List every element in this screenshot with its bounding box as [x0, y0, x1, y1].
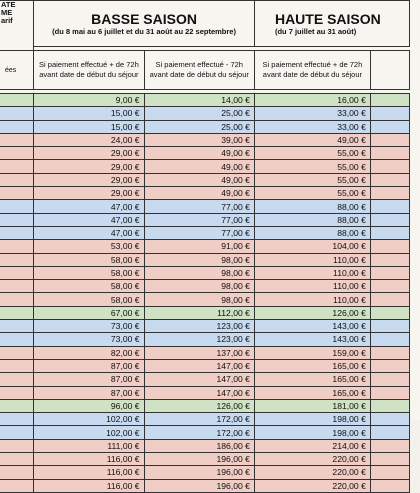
basse-minus72-price: 196,00 €	[144, 479, 254, 492]
basse-saison-title: BASSE SAISON	[91, 10, 197, 27]
row-label-cell	[0, 266, 34, 279]
basse-minus72-price: 98,00 €	[144, 293, 254, 306]
row-label-cell	[0, 133, 34, 146]
row-label-cell	[0, 479, 34, 492]
basse-minus72-price: 98,00 €	[144, 266, 254, 279]
basse-minus72-price: 172,00 €	[144, 426, 254, 439]
haute-plus72-header: Si paiement effectué + de 72h avant date de début du séjour	[254, 51, 370, 90]
basse-plus72-price: 116,00 €	[34, 453, 144, 466]
haute-plus72-price: 110,00 €	[254, 293, 370, 306]
haute-minus72-price	[370, 280, 409, 293]
table-row	[0, 346, 410, 359]
haute-plus72-price: 220,00 €	[254, 479, 370, 492]
table-row	[0, 413, 410, 426]
basse-minus72-price: 112,00 €	[144, 306, 254, 319]
table-row	[0, 453, 410, 466]
haute-plus72-price: 143,00 €	[254, 333, 370, 346]
table-row	[0, 173, 410, 186]
basse-minus72-price: 196,00 €	[144, 453, 254, 466]
row-label-cell	[0, 306, 34, 319]
table-row	[0, 133, 410, 146]
row-label-cell	[0, 359, 34, 372]
haute-minus72-price	[370, 173, 409, 186]
haute-plus72-price: 181,00 €	[254, 399, 370, 412]
table-row	[0, 107, 410, 120]
haute-plus72-price: 110,00 €	[254, 253, 370, 266]
basse-minus72-price: 49,00 €	[144, 147, 254, 160]
table-row	[0, 160, 410, 173]
row-label-cell	[0, 240, 34, 253]
haute-minus72-price	[370, 226, 409, 239]
haute-minus72-price	[370, 120, 409, 133]
basse-plus72-price: 67,00 €	[34, 306, 144, 319]
row-label-cell	[0, 200, 34, 213]
row-label-cell	[0, 346, 34, 359]
basse-plus72-price: 102,00 €	[34, 426, 144, 439]
haute-plus72-price: 55,00 €	[254, 173, 370, 186]
haute-minus72-price	[370, 266, 409, 279]
basse-plus72-price: 47,00 €	[34, 213, 144, 226]
table-row	[0, 94, 410, 107]
column-header-row	[0, 51, 410, 90]
table-row	[0, 240, 410, 253]
haute-plus72-price: 165,00 €	[254, 373, 370, 386]
haute-plus72-price: 88,00 €	[254, 200, 370, 213]
basse-minus72-price: 49,00 €	[144, 160, 254, 173]
basse-minus72-price: 172,00 €	[144, 413, 254, 426]
haute-plus72-price: 16,00 €	[254, 94, 370, 107]
haute-minus72-price	[370, 213, 409, 226]
row-label-cell	[0, 373, 34, 386]
left-header-line: ME	[1, 8, 13, 17]
basse-minus72-header: Si paiement effectué - 72h avant date de début du séjour	[144, 51, 254, 90]
row-label-cell	[0, 413, 34, 426]
haute-minus72-price	[370, 187, 409, 200]
haute-minus72-price	[370, 160, 409, 173]
basse-plus72-header: Si paiement effectué + de 72h avant date de début du séjour	[34, 51, 144, 90]
row-label-cell	[0, 426, 34, 439]
haute-minus72-price	[370, 306, 409, 319]
basse-plus72-price: 58,00 €	[34, 280, 144, 293]
haute-minus72-header	[370, 51, 409, 90]
row-label-cell	[0, 94, 34, 107]
left-header-cell	[0, 1, 34, 51]
basse-minus72-price: 77,00 €	[144, 200, 254, 213]
table-row	[0, 187, 410, 200]
haute-saison-dates: (du 7 juillet au 31 août)	[274, 26, 357, 36]
basse-plus72-price: 87,00 €	[34, 373, 144, 386]
haute-minus72-price	[370, 253, 409, 266]
row-label-cell	[0, 293, 34, 306]
haute-plus72-price: 198,00 €	[254, 426, 370, 439]
row-label-cell	[0, 439, 34, 452]
haute-minus72-price	[370, 399, 409, 412]
row-label-cell	[0, 160, 34, 173]
table-row	[0, 226, 410, 239]
haute-minus72-price	[370, 240, 409, 253]
haute-minus72-price	[370, 466, 409, 479]
table-row	[0, 426, 410, 439]
basse-plus72-price: 29,00 €	[34, 187, 144, 200]
table-row	[0, 373, 410, 386]
basse-saison-header	[34, 1, 255, 47]
left-header-line: arif	[1, 16, 13, 25]
basse-plus72-price: 29,00 €	[34, 147, 144, 160]
basse-minus72-price: 186,00 €	[144, 439, 254, 452]
haute-plus72-price: 165,00 €	[254, 386, 370, 399]
basse-minus72-price: 98,00 €	[144, 253, 254, 266]
row-label-cell	[0, 147, 34, 160]
row-label-cell	[0, 399, 34, 412]
table-row	[0, 147, 410, 160]
table-row	[0, 479, 410, 492]
haute-minus72-price	[370, 107, 409, 120]
table-row	[0, 200, 410, 213]
basse-plus72-price: 24,00 €	[34, 133, 144, 146]
haute-plus72-price: 49,00 €	[254, 133, 370, 146]
basse-plus72-price: 87,00 €	[34, 386, 144, 399]
table-row	[0, 253, 410, 266]
basse-minus72-price: 25,00 €	[144, 107, 254, 120]
row-label-cell	[0, 173, 34, 186]
tariff-table-body	[0, 1, 410, 493]
basse-minus72-price: 77,00 €	[144, 226, 254, 239]
basse-plus72-price: 116,00 €	[34, 479, 144, 492]
haute-saison-header	[254, 1, 409, 47]
season-header-row	[0, 1, 410, 47]
haute-plus72-price: 159,00 €	[254, 346, 370, 359]
basse-plus72-price: 15,00 €	[34, 120, 144, 133]
haute-minus72-price	[370, 373, 409, 386]
basse-minus72-price: 123,00 €	[144, 333, 254, 346]
basse-plus72-price: 116,00 €	[34, 466, 144, 479]
row-label-cell	[0, 253, 34, 266]
haute-plus72-price: 88,00 €	[254, 226, 370, 239]
basse-minus72-price: 14,00 €	[144, 94, 254, 107]
basse-plus72-price: 96,00 €	[34, 399, 144, 412]
haute-plus72-price: 88,00 €	[254, 213, 370, 226]
haute-minus72-price	[370, 320, 409, 333]
basse-minus72-price: 137,00 €	[144, 346, 254, 359]
haute-minus72-price	[370, 346, 409, 359]
haute-minus72-price	[370, 147, 409, 160]
basse-plus72-price: 47,00 €	[34, 226, 144, 239]
haute-plus72-price: 110,00 €	[254, 280, 370, 293]
table-row	[0, 213, 410, 226]
table-row	[0, 466, 410, 479]
haute-plus72-price: 33,00 €	[254, 107, 370, 120]
basse-minus72-price: 98,00 €	[144, 280, 254, 293]
basse-minus72-price: 196,00 €	[144, 466, 254, 479]
haute-plus72-price: 198,00 €	[254, 413, 370, 426]
row-label-cell	[0, 226, 34, 239]
table-row	[0, 306, 410, 319]
basse-minus72-price: 25,00 €	[144, 120, 254, 133]
haute-minus72-price	[370, 333, 409, 346]
haute-minus72-price	[370, 293, 409, 306]
haute-plus72-price: 55,00 €	[254, 147, 370, 160]
basse-plus72-price: 102,00 €	[34, 413, 144, 426]
basse-minus72-price: 49,00 €	[144, 173, 254, 186]
haute-minus72-price	[370, 359, 409, 372]
basse-plus72-price: 73,00 €	[34, 320, 144, 333]
basse-saison-dates: (du 8 mai au 6 juillet et du 31 août au 22 septembre)	[52, 26, 236, 36]
basse-minus72-price: 77,00 €	[144, 213, 254, 226]
table-row	[0, 120, 410, 133]
basse-plus72-price: 9,00 €	[34, 94, 144, 107]
haute-plus72-price: 55,00 €	[254, 187, 370, 200]
haute-plus72-price: 220,00 €	[254, 466, 370, 479]
haute-minus72-price	[370, 413, 409, 426]
haute-plus72-price: 143,00 €	[254, 320, 370, 333]
haute-plus72-price: 214,00 €	[254, 439, 370, 452]
left-header-line: ATE	[1, 0, 16, 9]
haute-minus72-price	[370, 426, 409, 439]
table-row	[0, 333, 410, 346]
table-row	[0, 266, 410, 279]
row-label-cell	[0, 453, 34, 466]
basse-plus72-price: 47,00 €	[34, 200, 144, 213]
row-label-cell	[0, 107, 34, 120]
table-row	[0, 320, 410, 333]
haute-minus72-price	[370, 133, 409, 146]
row-label-cell	[0, 386, 34, 399]
haute-minus72-price	[370, 200, 409, 213]
row-label-cell	[0, 213, 34, 226]
row-label-cell	[0, 466, 34, 479]
row-label-cell	[0, 333, 34, 346]
basse-minus72-price: 91,00 €	[144, 240, 254, 253]
haute-plus72-price: 55,00 €	[254, 160, 370, 173]
basse-plus72-price: 29,00 €	[34, 173, 144, 186]
basse-plus72-price: 58,00 €	[34, 253, 144, 266]
basse-plus72-price: 82,00 €	[34, 346, 144, 359]
table-row	[0, 293, 410, 306]
basse-plus72-price: 29,00 €	[34, 160, 144, 173]
haute-minus72-price	[370, 94, 409, 107]
row-label-cell	[0, 320, 34, 333]
haute-plus72-price: 110,00 €	[254, 266, 370, 279]
table-row	[0, 439, 410, 452]
basse-minus72-price: 147,00 €	[144, 359, 254, 372]
row-label-cell	[0, 280, 34, 293]
haute-plus72-price: 33,00 €	[254, 120, 370, 133]
basse-plus72-price: 111,00 €	[34, 439, 144, 452]
haute-plus72-price: 165,00 €	[254, 359, 370, 372]
basse-plus72-price: 73,00 €	[34, 333, 144, 346]
haute-minus72-price	[370, 453, 409, 466]
basse-plus72-price: 58,00 €	[34, 293, 144, 306]
haute-plus72-price: 104,00 €	[254, 240, 370, 253]
haute-minus72-price	[370, 439, 409, 452]
basse-plus72-price: 58,00 €	[34, 266, 144, 279]
row-label-cell	[0, 120, 34, 133]
basse-plus72-price: 87,00 €	[34, 359, 144, 372]
basse-minus72-price: 147,00 €	[144, 373, 254, 386]
basse-plus72-price: 53,00 €	[34, 240, 144, 253]
row-label-cell	[0, 187, 34, 200]
basse-minus72-price: 126,00 €	[144, 399, 254, 412]
basse-minus72-price: 39,00 €	[144, 133, 254, 146]
table-row	[0, 359, 410, 372]
haute-minus72-price	[370, 479, 409, 492]
basse-minus72-price: 147,00 €	[144, 386, 254, 399]
haute-minus72-price	[370, 386, 409, 399]
basse-minus72-price: 123,00 €	[144, 320, 254, 333]
haute-plus72-price: 126,00 €	[254, 306, 370, 319]
haute-saison-title: HAUTE SAISON	[274, 10, 381, 27]
table-row	[0, 280, 410, 293]
table-row	[0, 399, 410, 412]
table-row	[0, 386, 410, 399]
left-column-label: ées	[0, 51, 34, 90]
basse-minus72-price: 49,00 €	[144, 187, 254, 200]
haute-plus72-price: 220,00 €	[254, 453, 370, 466]
basse-plus72-price: 15,00 €	[34, 107, 144, 120]
